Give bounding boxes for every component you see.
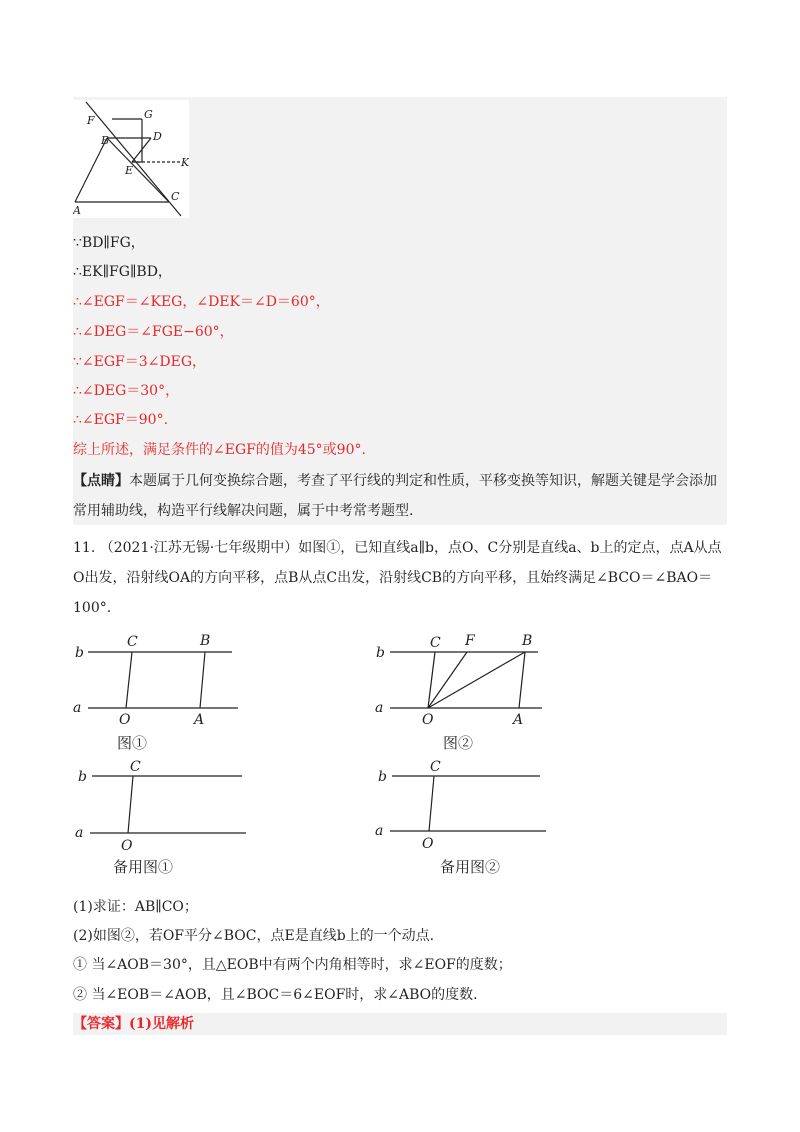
- figure-1-caption: 图①: [117, 734, 148, 752]
- problem-number: 11.: [73, 540, 96, 556]
- figure-2: [370, 630, 550, 725]
- label-E: E: [125, 164, 134, 177]
- label-C: C: [171, 190, 180, 203]
- label-a: a: [375, 823, 384, 839]
- solution-line-6: ∴∠DEG＝30°，: [73, 383, 180, 399]
- question-2a: ① 当∠AOB＝30°，且△EOB中有两个内角相等时，求∠EOF的度数；: [73, 957, 512, 973]
- figure-2-caption: 图②: [443, 734, 474, 752]
- label-D: D: [153, 130, 162, 143]
- figure-3: [70, 755, 260, 853]
- label-B: B: [200, 633, 211, 649]
- label-A: A: [513, 712, 524, 725]
- label-b: b: [75, 645, 84, 661]
- question-2: (2)如图②，若OF平分∠BOC，点E是直线b上的一个动点.: [73, 928, 435, 944]
- top-figure-diagram: [73, 100, 189, 218]
- figure-4: [370, 755, 550, 853]
- solution-line-2: ∴EK∥FG∥BD，: [73, 264, 172, 280]
- question-2b: ② 当∠EOB＝∠AOB，且∠BOC＝6∠EOF时，求∠ABO的度数.: [73, 987, 478, 1003]
- solution-line-5: ∵∠EGF＝3∠DEG，: [73, 354, 207, 370]
- label-b: b: [378, 769, 387, 785]
- figure-3-caption: 备用图①: [113, 858, 174, 876]
- label-a: a: [73, 700, 82, 716]
- label-B: B: [101, 134, 110, 147]
- solution-comment: 【点睛】本题属于几何变换综合题，考查了平行线的判定和性质，平移变换等知识，解题关键是学会添加常用辅助线，构造平行线解决问题，属于中考常考题型.: [73, 473, 717, 519]
- figure-4-caption: 备用图②: [440, 858, 501, 876]
- label-b: b: [376, 645, 385, 661]
- label-G: G: [144, 108, 153, 121]
- label-A: A: [73, 204, 81, 217]
- label-C: C: [130, 759, 141, 775]
- label-O: O: [119, 712, 131, 725]
- solution-summary: 综上所述，满足条件的∠EGF的值为45°或90°.: [73, 442, 366, 458]
- label-F: F: [87, 114, 95, 127]
- figure-1: [70, 630, 250, 725]
- answer-text: (1)见解析: [129, 1016, 194, 1032]
- label-A: A: [194, 712, 205, 725]
- label-a: a: [375, 700, 384, 716]
- label-C: C: [127, 634, 138, 650]
- label-C: C: [430, 759, 441, 775]
- question-1: (1)求证：AB∥CO；: [73, 899, 198, 915]
- label-a: a: [75, 825, 84, 841]
- label-O: O: [422, 712, 434, 725]
- label-K: K: [181, 156, 189, 169]
- label-F: F: [465, 633, 475, 649]
- top-figure: [73, 100, 189, 218]
- comment-tag: 【点睛】: [73, 473, 129, 489]
- solution-line-3: ∴∠EGF＝∠KEG，∠DEK＝∠D＝60°，: [73, 294, 330, 310]
- solution-line-1: ∵BD∥FG，: [73, 235, 145, 251]
- problem-statement: 11. （2021·江苏无锡·七年级期中）如图①，已知直线a∥b，点O、C分别是直线a、b上的定点，点A从点O出发，沿射线OA的方向平移，点B从点C出发，沿射线CB的方向平移，且始终满足∠BCO＝∠BAO＝100°.: [73, 540, 722, 616]
- label-B: B: [522, 633, 533, 649]
- answer-line: [73, 1014, 194, 1034]
- answer-tag: 【答案】: [73, 1016, 129, 1032]
- solution-line-4: ∴∠DEG＝∠FGE−60°，: [73, 324, 234, 340]
- label-O: O: [121, 838, 133, 853]
- label-b: b: [78, 769, 87, 785]
- label-C: C: [430, 635, 441, 651]
- label-O: O: [422, 836, 434, 852]
- solution-line-7: ∴∠EGF＝90°.: [73, 412, 169, 428]
